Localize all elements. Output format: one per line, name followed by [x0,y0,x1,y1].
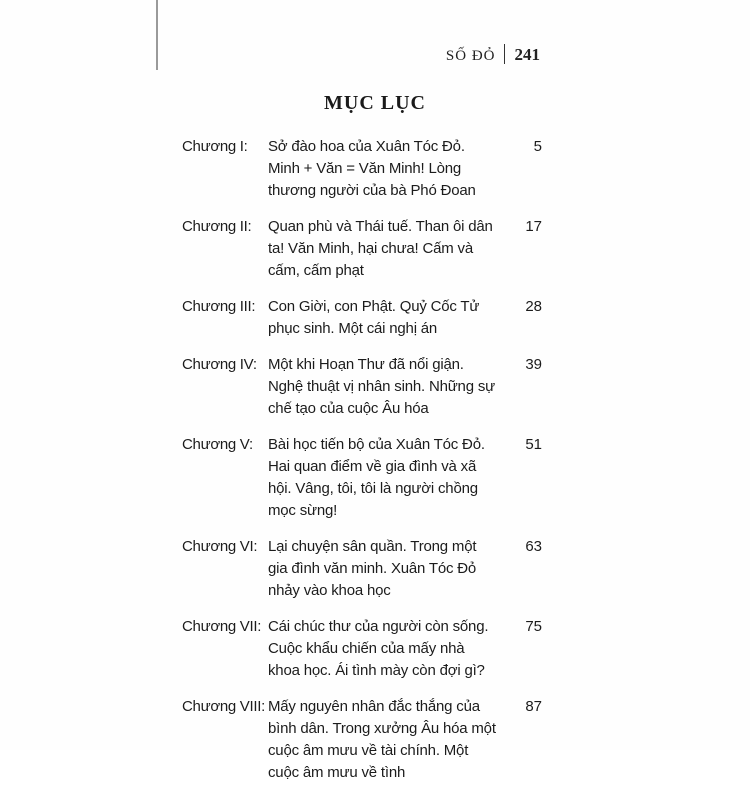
chapter-page: 51 [525,436,542,453]
chapter-label: Chương III: [182,298,256,315]
chapter-label: Chương IV: [182,356,257,373]
chapter-title: Bài học tiến bộ của Xuân Tóc Đỏ. Hai quan điểm về gia đình và xã hội. Vâng, tôi, tôi là người chồng mọc sừng! [268,436,485,519]
table-of-contents [182,136,542,798]
toc-entry [182,216,542,282]
spine-shadow-line [156,0,158,70]
chapter-label: Chương I: [182,138,248,155]
chapter-title: Con Giời, con Phật. Quỷ Cốc Tử phục sinh. Một cái nghị án [268,298,480,337]
chapter-page: 75 [525,618,542,635]
toc-entry [182,536,542,602]
running-head [446,44,540,65]
chapter-label: Chương VIII: [182,698,265,715]
chapter-title: Sở đào hoa của Xuân Tóc Đỏ. Minh + Văn = Văn Minh! Lòng thương người của bà Phó Đoan [268,138,476,199]
toc-entry [182,296,542,340]
chapter-page: 39 [525,356,542,373]
chapter-label: Chương II: [182,218,252,235]
toc-entry [182,434,542,522]
chapter-title: Một khi Hoạn Thư đã nổi giận. Nghệ thuật vị nhân sinh. Những sự chế tạo của cuộc Âu hóa [268,356,495,417]
chapter-label: Chương V: [182,436,253,453]
toc-entry [182,616,542,682]
running-title: SỐ ĐỎ [445,48,496,64]
chapter-page: 28 [525,298,542,315]
toc-entry [182,696,542,784]
chapter-page: 17 [525,218,542,235]
chapter-page: 87 [525,698,542,715]
running-head-divider [504,44,505,64]
chapter-title: Mấy nguyên nhân đắc thắng của bình dân. Trong xưởng Âu hóa một cuộc âm mưu về tài chính. Một cuộc âm mưu về tình [268,698,496,781]
chapter-title: Cái chúc thư của người còn sống. Cuộc khẩu chiến của mấy nhà khoa học. Ái tình mày còn đợi gì? [268,618,489,679]
toc-title: MỤC LỤC [324,92,426,114]
chapter-label: Chương VII: [182,618,262,635]
chapter-title: Quan phù và Thái tuế. Than ôi dân ta! Văn Minh, hại chưa! Cấm và cấm, cấm phạt [268,218,493,279]
page-number: 241 [514,45,540,64]
toc-entry [182,354,542,420]
chapter-title: Lại chuyện sân quần. Trong một gia đình văn minh. Xuân Tóc Đỏ nhảy vào khoa học [268,538,477,599]
chapter-page: 63 [525,538,542,555]
chapter-page: 5 [533,138,542,155]
chapter-label: Chương VI: [182,538,258,555]
toc-entry [182,136,542,202]
